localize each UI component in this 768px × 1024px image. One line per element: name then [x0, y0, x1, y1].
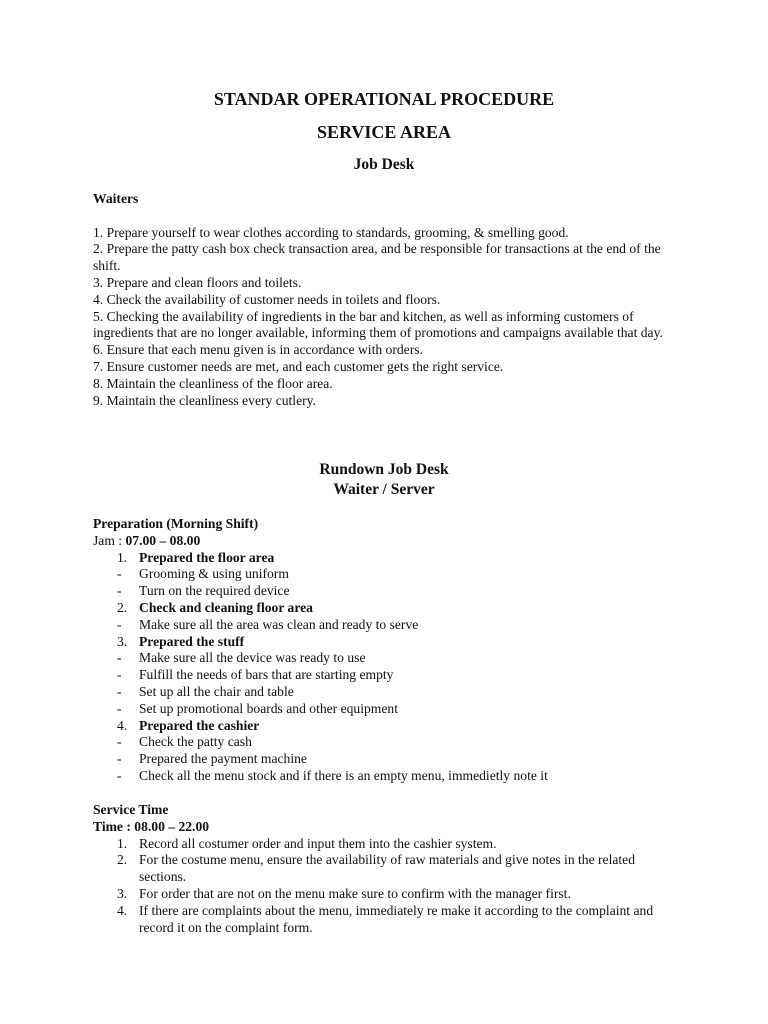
preparation-section	[93, 516, 680, 785]
preparation-time: Jam : 07.00 – 08.00	[93, 532, 201, 548]
waiters-item: 1. Prepare yourself to wear clothes according to standards, grooming, & smelling good.	[93, 224, 569, 240]
service-item: 2. For the costume menu, ensure the availability of raw materials and give notes in the related sections.	[117, 852, 636, 885]
prep-group-title: 4. Prepared the cashier	[117, 717, 260, 733]
waiters-item: 8. Maintain the cleanliness of the floor area.	[93, 375, 333, 391]
rundown-subtitle: Waiter / Server	[333, 481, 435, 498]
prep-item: - Grooming & using uniform	[117, 566, 289, 582]
waiters-item: 4. Check the availability of customer needs in toilets and floors.	[93, 291, 441, 307]
document-title: STANDAR OPERATIONAL PROCEDURE	[213, 89, 555, 109]
prep-item: - Check all the menu stock and if there is an empty menu, immedietly note it	[117, 767, 548, 783]
waiters-item: 7. Ensure customer needs are met, and each customer gets the right service.	[93, 358, 504, 374]
prep-item: - Make sure all the area was clean and ready to serve	[117, 616, 419, 632]
waiters-heading: Waiters	[93, 191, 139, 206]
waiters-section	[93, 191, 680, 409]
rundown-title: Rundown Job Desk	[319, 461, 449, 478]
prep-item: - Make sure all the device was ready to use	[117, 650, 366, 666]
prep-item: - Set up promotional boards and other equipment	[117, 700, 398, 716]
service-time: Time : 08.00 – 22.00	[93, 818, 210, 834]
service-item: 4. If there are complaints about the menu, immediately re make it according to the complaint and record it on the complaint form.	[117, 902, 654, 935]
prep-item: - Fulfill the needs of bars that are starting empty	[117, 667, 394, 683]
service-item: 1. Record all costumer order and input them into the cashier system.	[117, 835, 497, 851]
service-heading: Service Time	[93, 802, 169, 817]
prep-item: - Check the patty cash	[117, 734, 252, 750]
waiters-item: 3. Prepare and clean floors and toilets.	[93, 274, 302, 290]
prep-group-title: 3. Prepared the stuff	[117, 633, 245, 649]
prep-group-title: 1. Prepared the floor area	[117, 549, 275, 565]
waiters-item: 5. Checking the availability of ingredients in the bar and kitchen, as well as informing customers of ingredients that are no longer available, informing them of promotions and campaigns available that day.	[93, 308, 663, 341]
prep-item: - Prepared the payment machine	[117, 751, 307, 767]
preparation-heading: Preparation (Morning Shift)	[93, 516, 259, 531]
document-subtitle: SERVICE AREA	[317, 122, 451, 142]
waiters-item: 6. Ensure that each menu given is in accordance with orders.	[93, 342, 423, 358]
waiters-item: 9. Maintain the cleanliness every cutlery.	[93, 392, 316, 408]
service-section	[93, 802, 680, 936]
service-item: 3. For order that are not on the menu make sure to confirm with the manager first.	[117, 885, 571, 901]
prep-item: - Turn on the required device	[117, 583, 290, 599]
section-title: Job Desk	[353, 156, 415, 173]
prep-item: - Set up all the chair and table	[117, 683, 294, 699]
prep-group-title: 2. Check and cleaning floor area	[117, 599, 313, 615]
waiters-item: 2. Prepare the patty cash box check transaction area, and be responsible for transactions at the end of the shift.	[93, 241, 661, 274]
